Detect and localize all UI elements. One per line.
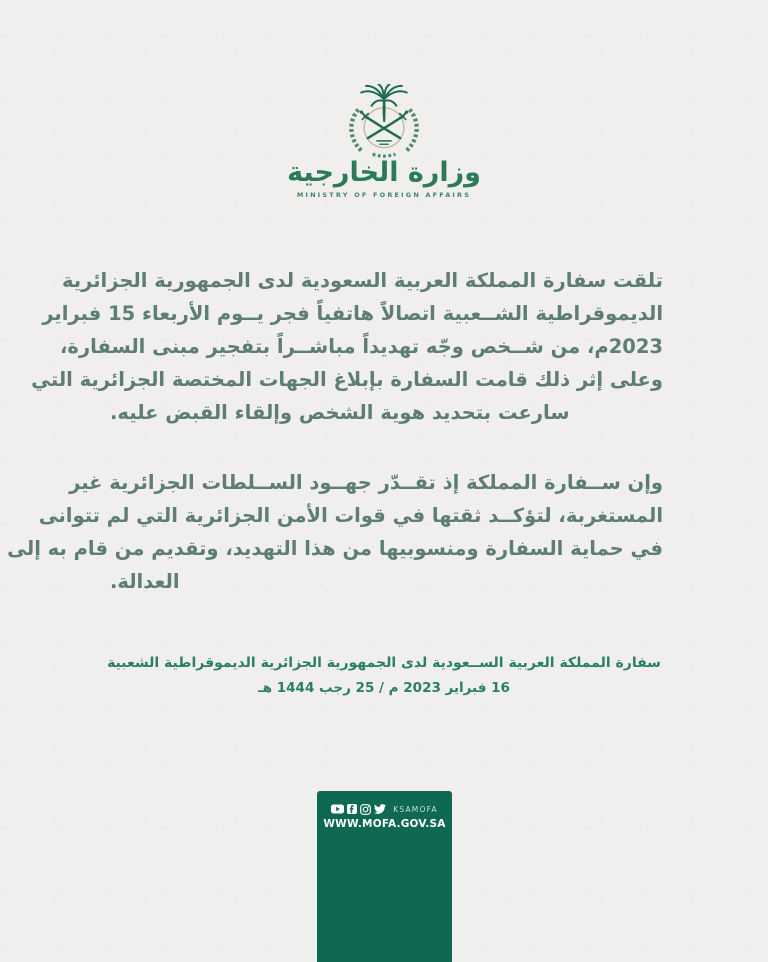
paragraph1-line: وعلى إثر ذلك قامت السفارة بإبلاغ الجهات المختصة الجزائرية التي (31, 368, 663, 391)
paragraph2-line: العدالة. (110, 570, 180, 593)
statement-date-line: 16 فبراير 2023 م / 25 رجب 1444 هـ (258, 680, 510, 696)
statement-body (7, 264, 663, 598)
palm-and-swords-emblem-icon (336, 84, 432, 158)
social-icons-row (317, 803, 452, 815)
paragraph1-line: 2023م، من شــخص وجّه تهديداً مباشــراً بتفجير مبنى السفارة، (59, 335, 663, 358)
youtube-icon (331, 804, 344, 814)
paragraph1-line: سارعت بتحديد هوية الشخص وإلقاء القبض عليه. (110, 401, 570, 424)
social-banner (317, 791, 452, 962)
ministry-name-english: MINISTRY OF FOREIGN AFFAIRS (296, 191, 472, 199)
issuing-embassy-line: سفارة المملكة العربية الســعودية لدى الجمهورية الجزائرية الديموقراطية الشعبية (107, 655, 661, 671)
social-handle: KSAMOFA (393, 804, 438, 814)
paragraph1-line: الديموقراطية الشــعبية اتصالاً هاتفياً فجر يــوم الأربعاء 15 فبراير (42, 302, 663, 325)
paragraph1-line: تلقت سفارة المملكة العربية السعودية لدى الجمهورية الجزائرية (61, 269, 663, 292)
facebook-icon (347, 804, 357, 814)
mofa-logo (0, 84, 768, 199)
instagram-icon (360, 804, 371, 815)
ministry-name-calligraphy: وزارة الخارجية (287, 157, 481, 188)
signature-block (0, 650, 768, 700)
paragraph2-line: المستغربة، لتؤكــد ثقتها في قوات الأمن الجزائرية التي لم تتوانى (38, 504, 663, 527)
paragraph2-line: في حماية السفارة ومنسوبيها من هذا التهديد، وتقديم من قام به إلى (7, 537, 663, 560)
paragraph2-line: وإن ســفارة المملكة إذ تقــدّر جهــود الســلطات الجزائرية غير (69, 471, 663, 494)
paragraph-gap (110, 429, 663, 466)
website-url: WWW.MOFA.GOV.SA (323, 818, 446, 830)
twitter-icon (374, 804, 386, 814)
